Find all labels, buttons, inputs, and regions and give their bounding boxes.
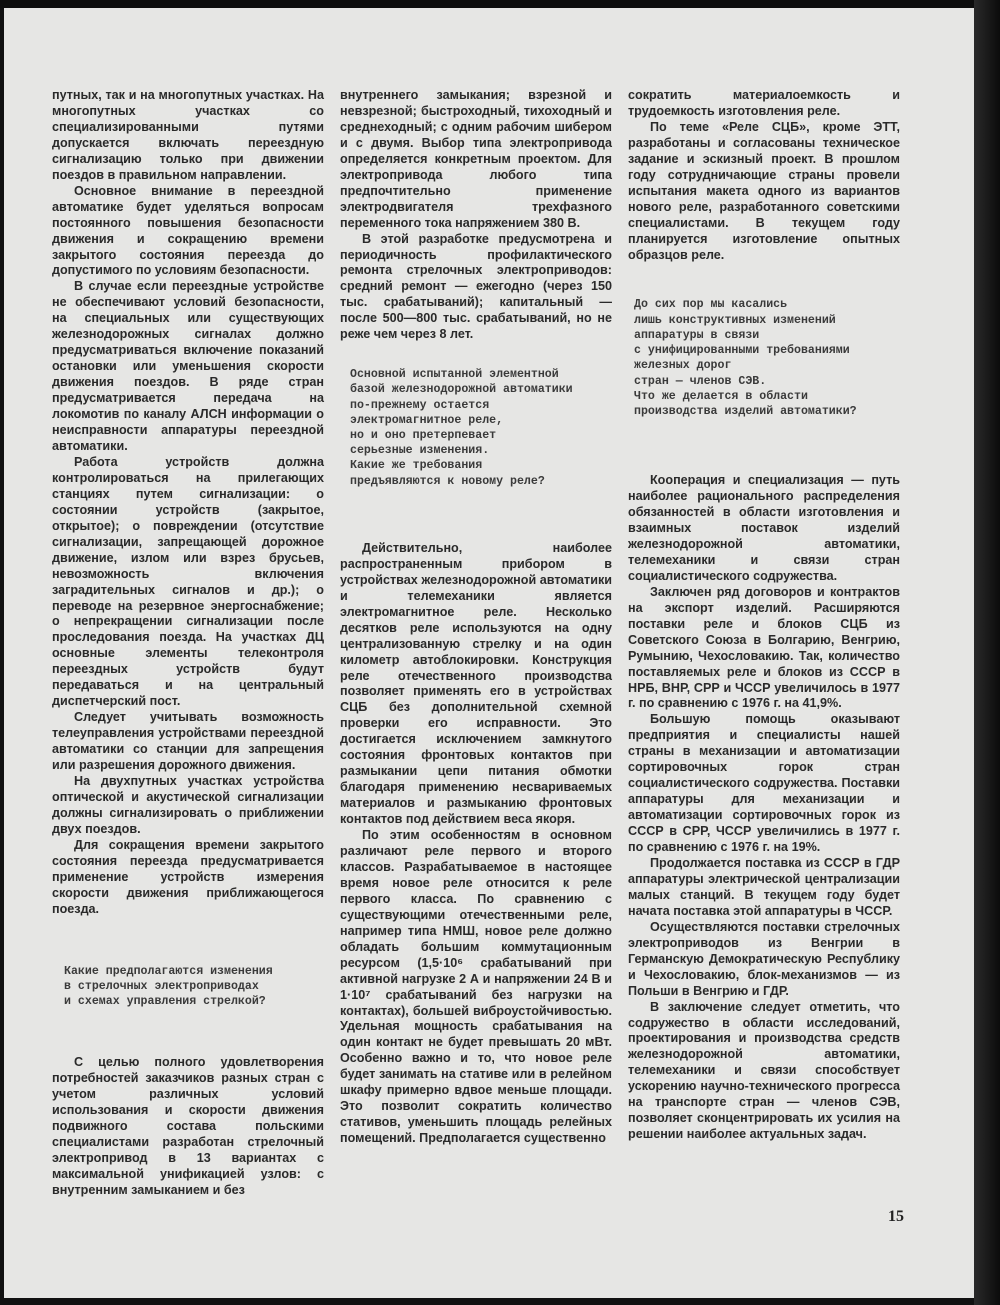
paragraph: Основное внимание в переездной автоматике будет уделяться вопросам постоянного повышения безопасности движения и сокращению времени закрытого состояния переезда до допустимого по условиям безопасности. (52, 183, 324, 278)
section-heading (628, 297, 900, 419)
heading-line: и схемах управления стрелкой? (64, 994, 266, 1008)
paragraph: сократить материалоемкость и трудоемкость изготовления реле. (628, 88, 900, 118)
heading-line: но и оно претерпевает (350, 429, 497, 443)
paragraph: В случае если переездные устройстве не обеспечивают условий безопасности, на специальных или существующих железнодорожных сигналах должно предусматриваться включение показаний остановки или уменьшения скорости движения поездов. В ряде стран предусматривается передача на локомотив по каналу АЛСН информации о неисправности аппаратуры переездной автоматики. (52, 279, 324, 453)
paragraph: По этим особенностям в основном различают реле первого и второго классов. Разрабатываемое в настоящее время новое реле относится к реле первого класса. По сравнению с существующими отечественными реле, например типа НМШ, новое реле должно обладать большим коммутационным ресурсом (1,5·10⁶ срабатываний при активной нагрузке 2 А и напряжении 24 В и 1·10⁷ срабатываний без нагрузки на контактах), большей виброустойчивостью. Удельная мощность срабатывания на один контакт не будет превышать 20 мВт. Особенно важно и то, что новое реле будет занимать на стативе или в релейном шкафу примерно вдвое меньше площади. Это позволит сократить количество стативов, уменьшить площадь релейных помещений. Предполагается существенно (340, 828, 612, 1146)
paragraph: Кооперация и специализация — путь наиболее рационального распределения обязанностей в области изготовления и взаимных поставок изделий железнодорожной автоматики, телемеханики и связи стран социалистического содружества. (628, 473, 900, 583)
paragraph: Заключен ряд договоров и контрактов на экспорт изделий. Расширяются поставки реле и блоков СЦБ из Советского Союза в Болгарию, Венгрию, Румынию, Чехословакию. Так, количество поставляемых реле и блоков из СССР в НРБ, ВНР, СРР и ЧССР увеличилось в 1977 г. по сравнению с 1976 г. на 41,9%. (628, 584, 900, 711)
text-column-3 (628, 88, 900, 1143)
heading-line: Какие же требования (350, 459, 483, 473)
paragraph: Следует учитывать возможность телеуправления устройствами переездной автоматики со станции для запрещения или разрешения дорожного движения. (52, 710, 324, 773)
heading-line: серьезные изменения. (350, 444, 490, 458)
paragraph: Большую помощь оказывают предприятия и специалисты нашей страны в механизации и автоматизации сортировочных горок стран социалистического содружества. Поставки аппаратуры для механизации и автоматизации сортировочных горок из СССР в СРР, ЧССР увеличились в 1977 г. по сравнению с 1976 г. на 19%. (628, 712, 900, 855)
heading-line: Какие предполагаются изменения (64, 964, 273, 978)
heading-line: лишь конструктивных изменений (634, 313, 836, 327)
paragraph: Для сокращения времени закрытого состояния переезда предусматривается применение устройств измерения скорости движения приближающегося поезда. (52, 837, 324, 916)
heading-line: с унифицированными требованиями (634, 344, 850, 358)
paragraph: В этой разработке предусмотрена и периодичность профилактического ремонта стрелочных электроприводов: средний ремонт — ежегодно (через 150 тыс. срабатываний); капитальный — после 500—800 тыс. срабатываний, но не реже чем через 8 лет. (340, 231, 612, 342)
heading-line: Основной испытанной элементной (350, 368, 559, 382)
paragraph: По теме «Реле СЦБ», кроме ЭТТ, разработаны и согласованы техническое задание и эскизный проект. В прошлом году сотрудничающие страны провели испытания макета одного из вариантов нового реле, разработанного советскими специалистами. В текущем году планируется изготовление опытных образцов реле. (628, 119, 900, 262)
heading-line: по-прежнему остается (350, 398, 490, 412)
heading-line: аппаратуры в связи (634, 328, 760, 342)
heading-line: Что же делается в области (634, 389, 808, 403)
paragraph: В заключение следует отметить, что содружество в области исследований, проектирования и производства средств железнодорожной автоматики, телемеханики и связи способствует ускорению научно-технического прогресса на транспорте стран — членов СЭВ, позволяет сконцентрировать их усилия на решении наиболее актуальных задач. (628, 999, 900, 1142)
paragraph: С целью полного удовлетворения потребностей заказчиков разных стран с учетом различных условий использования и скорости движения подвижного состава польскими специалистами разработан стрелочный электропривод в 13 вариантах с максимальной унификацией узлов: с внутренним замыканием и без (52, 1055, 324, 1197)
paragraph: Действительно, наиболее распространенным прибором в устройствах железнодорожной автоматики и телемеханики является электромагнитное реле. Несколько десятков реле используются на одну централизованную стрелку и на один километр автоблокировки. Конструкция реле отечественного производства позволяет применять его в устройствах СЦБ без дополнительной схемной проверки его исправности. Это достигается исключением замкнутого состояния фронтовых контактов при размыкании цепи питания обмотки благодаря применению несвариваемых материалов и размыканию фронтовых контактов под действием веса якоря. (340, 540, 612, 827)
heading-line: в стрелочных электроприводах (64, 979, 259, 993)
heading-line: предъявляются к новому реле? (350, 474, 545, 488)
scan-edge-right (974, 0, 1000, 1305)
heading-line: До сих пор мы касались (634, 298, 788, 312)
scan-edge-top (0, 0, 1000, 8)
heading-line: железных дорог (634, 359, 732, 373)
paragraph: Продолжается поставка из СССР в ГДР аппаратуры электрической централизации малых станций. В текущем году будет начата поставка этой аппаратуры в ЧССР. (628, 855, 900, 918)
heading-line: электромагнитное реле, (350, 413, 504, 427)
page-number: 15 (888, 1208, 904, 1225)
paragraph: На двухпутных участках устройства оптической и акустической сигнализации должны сигнализировать о приближении двух поездов. (52, 773, 324, 836)
heading-line: базой железнодорожной автоматики (350, 383, 573, 397)
heading-line: стран — членов СЭВ. (634, 374, 767, 388)
section-heading (52, 964, 324, 1010)
section-heading (340, 367, 612, 489)
paragraph: внутреннего замыкания; взрезной и невзрезной; быстроходный, тихоходный и среднеходный; с одним рабочим шибером и с двумя. Выбор типа электропривода определяется конкретным проектом. Для электропривода любого типа предпочтительно применение электродвигателя трехфазного переменного тока напряжением 380 В. (340, 88, 612, 230)
heading-line: производства изделий автоматики? (634, 404, 857, 418)
paragraph: Осуществляются поставки стрелочных электроприводов из Венгрии в Германскую Демократическую Республику и Чехословакию, блок-механизмов — из Польши в Венгрию и ГДР. (628, 919, 900, 998)
magazine-page (4, 8, 974, 1298)
text-column-1 (52, 88, 324, 1199)
paragraph: путных, так и на многопутных участках. На многопутных участках со специализированными путями допускается включать переездную сигнализацию только при движении поездов в правильном направлении. (52, 88, 324, 182)
paragraph: Работа устройств должна контролироваться на прилегающих станциях путем сигнализации: о состоянии устройств (закрытое, открытое); о повреждении (отсутствие сигнализации, запрещающей дорожное движение, излом или взрез брусьев, невозможность включения заградительных сигналов и др.); о переводе на резервное энергоснабжение; о непрекращении сигнализации после проследования поезда. На участках ДЦ основные элементы телеконтроля переездных устройств будут передаваться и на центральный диспетчерский пост. (52, 454, 324, 709)
text-column-2 (340, 88, 612, 1147)
